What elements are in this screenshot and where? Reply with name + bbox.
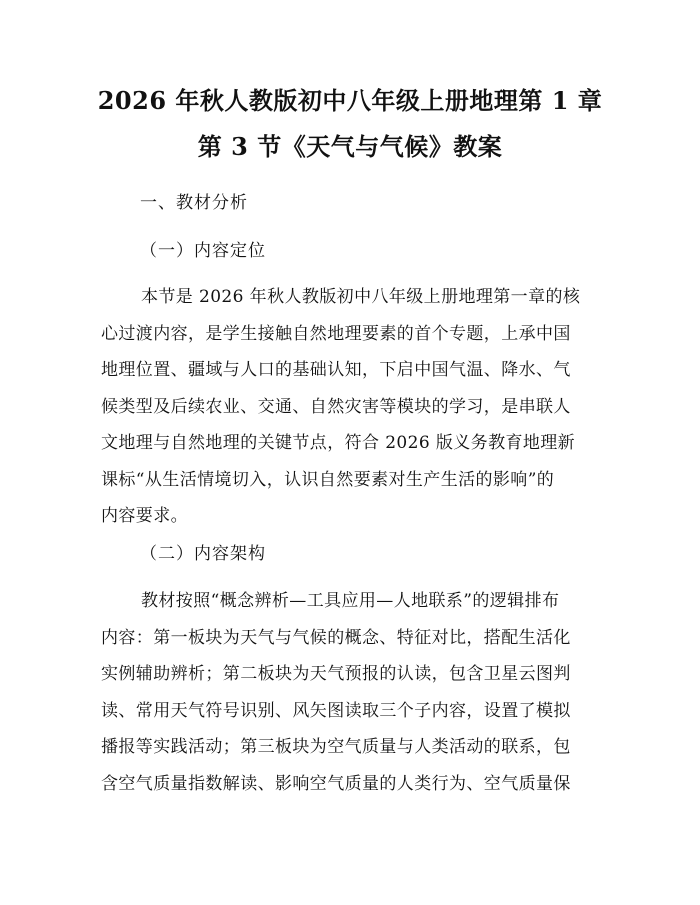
paragraph-content-structure [101,583,601,802]
paragraph-line: 播报等实践活动；第三板块为空气质量与人类活动的联系，包 [101,737,571,757]
paragraph-line: 心过渡内容，是学生接触自然地理要素的首个专题，上承中国 [101,323,571,344]
paragraph-line: 课标“从生活情境切入，认识自然要素对生产生活的影响”的 [101,469,555,490]
subsection-heading-content-structure: （二）内容架构 [140,544,266,564]
paragraph-line: 内容：第一板块为天气与气候的概念、特征对比，搭配生活化 [101,627,571,648]
subsection-heading-content-positioning: （一）内容定位 [140,241,266,261]
paragraph-content-positioning [101,279,601,535]
paragraph-line: 文地理与自然地理的关键节点，符合 2026 版义务教育地理新 [101,433,576,453]
paragraph-line: 内容要求。 [101,506,188,526]
paragraph-line: 实例辅助辨析；第二板块为天气预报的认读，包含卫星云图判 [101,664,571,684]
paragraph-line: 本节是 2026 年秋人教版初中八年级上册地理第一章的核 [141,287,581,307]
document-title-line-2: 第 3 节《天气与气候》教案 [197,132,503,161]
paragraph-line: 含空气质量指数解读、影响空气质量的人类行为、空气质量保 [101,773,571,794]
section-heading-textbook-analysis: 一、教材分析 [140,193,248,213]
paragraph-line: 读、常用天气符号识别、风矢图读取三个子内容，设置了模拟 [101,700,571,721]
paragraph-line: 候类型及后续农业、交通、自然灾害等模块的学习，是串联人 [101,396,571,417]
paragraph-line: 地理位置、疆域与人口的基础认知，下启中国气温、降水、气 [101,360,571,380]
paragraph-line: 教材按照“概念辨析—工具应用—人地联系”的逻辑排布 [141,591,560,611]
document-title-line-1: 2026 年秋人教版初中八年级上册地理第 1 章 [97,86,603,115]
